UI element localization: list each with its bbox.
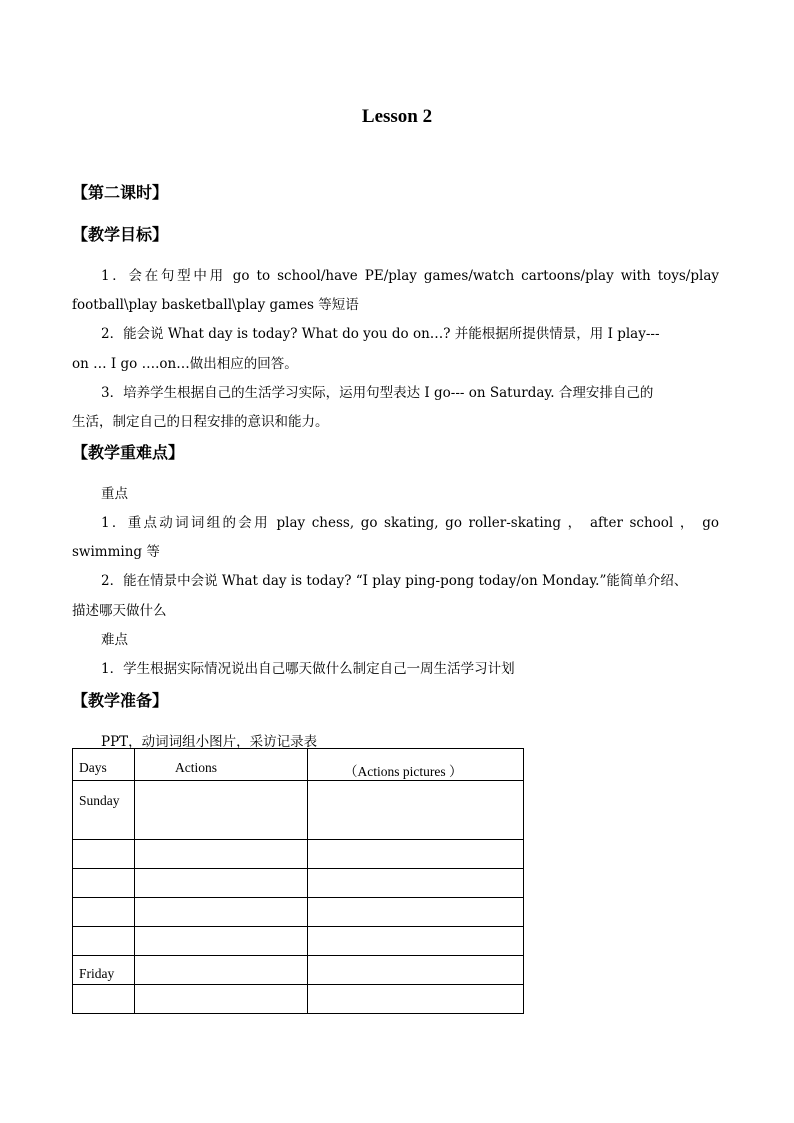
table-row xyxy=(73,956,524,985)
hard-label: 难点 xyxy=(101,632,128,648)
key-label: 重点 xyxy=(101,486,128,502)
table-header-row xyxy=(73,749,524,781)
page-title: Lesson 2 xyxy=(361,106,433,127)
actions-cell xyxy=(135,869,308,898)
actions-cell xyxy=(135,898,308,927)
actions-cell xyxy=(135,985,308,1014)
section-heading-period: 【第二课时】 xyxy=(72,183,169,202)
key-1-line-1: 1．重点动词词组的会用 play chess, go skating, go roller-skating ， after school ， go xyxy=(101,515,719,531)
goal-1-line-1: 1．会在句型中用 go to school/have PE/play games/watch cartoons/play with toys/play xyxy=(101,268,719,284)
key-2-line-2: 描述哪天做什么 xyxy=(72,603,167,619)
goal-1-line-2: football\play basketball\play games 等短语 xyxy=(72,297,359,313)
pictures-cell xyxy=(308,840,524,869)
actions-cell xyxy=(135,956,308,985)
hard-1: 1．学生根据实际情况说出自己哪天做什么制定自己一周生活学习计划 xyxy=(101,661,515,677)
actions-cell xyxy=(135,781,308,840)
day-cell xyxy=(73,840,135,869)
actions-cell xyxy=(135,927,308,956)
day-cell xyxy=(73,869,135,898)
table-row xyxy=(73,985,524,1014)
pictures-cell xyxy=(308,869,524,898)
day-cell xyxy=(73,985,135,1014)
pictures-cell xyxy=(308,898,524,927)
interview-record-table xyxy=(72,748,524,1014)
header-actions-pictures: （Actions pictures ） xyxy=(308,749,524,781)
table-row xyxy=(73,840,524,869)
table-row xyxy=(73,781,524,840)
pictures-cell xyxy=(308,927,524,956)
header-actions: Actions xyxy=(135,749,308,781)
goal-3-line-2: 生活，制定自己的日程安排的意识和能力。 xyxy=(72,414,329,430)
section-heading-preparation: 【教学准备】 xyxy=(72,691,169,710)
pictures-cell xyxy=(308,956,524,985)
goal-2-line-2: on … I go ….on…做出相应的回答。 xyxy=(72,356,298,372)
goal-3-line-1: 3．培养学生根据自己的生活学习实际，运用句型表达 I go--- on Saturday. 合理安排自己的 xyxy=(101,385,654,401)
day-cell: Friday xyxy=(73,956,135,985)
section-heading-key-points: 【教学重难点】 xyxy=(72,443,185,462)
day-cell xyxy=(73,927,135,956)
pictures-cell xyxy=(308,781,524,840)
actions-cell xyxy=(135,840,308,869)
table-row xyxy=(73,927,524,956)
day-cell xyxy=(73,898,135,927)
pictures-cell xyxy=(308,985,524,1014)
table-row xyxy=(73,898,524,927)
table-row xyxy=(73,869,524,898)
prep-text: PPT，动词词组小图片，采访记录表 xyxy=(101,734,318,750)
header-days: Days xyxy=(73,749,135,781)
day-cell: Sunday xyxy=(73,781,135,840)
key-2-line-1: 2．能在情景中会说 What day is today? “I play ping-pong today/on Monday.”能简单介绍、 xyxy=(101,573,688,589)
section-heading-goals: 【教学目标】 xyxy=(72,225,169,244)
key-1-line-2: swimming 等 xyxy=(72,544,160,560)
goal-2-line-1: 2．能会说 What day is today? What do you do on…? 并能根据所提供情景，用 I play--- xyxy=(101,326,660,342)
